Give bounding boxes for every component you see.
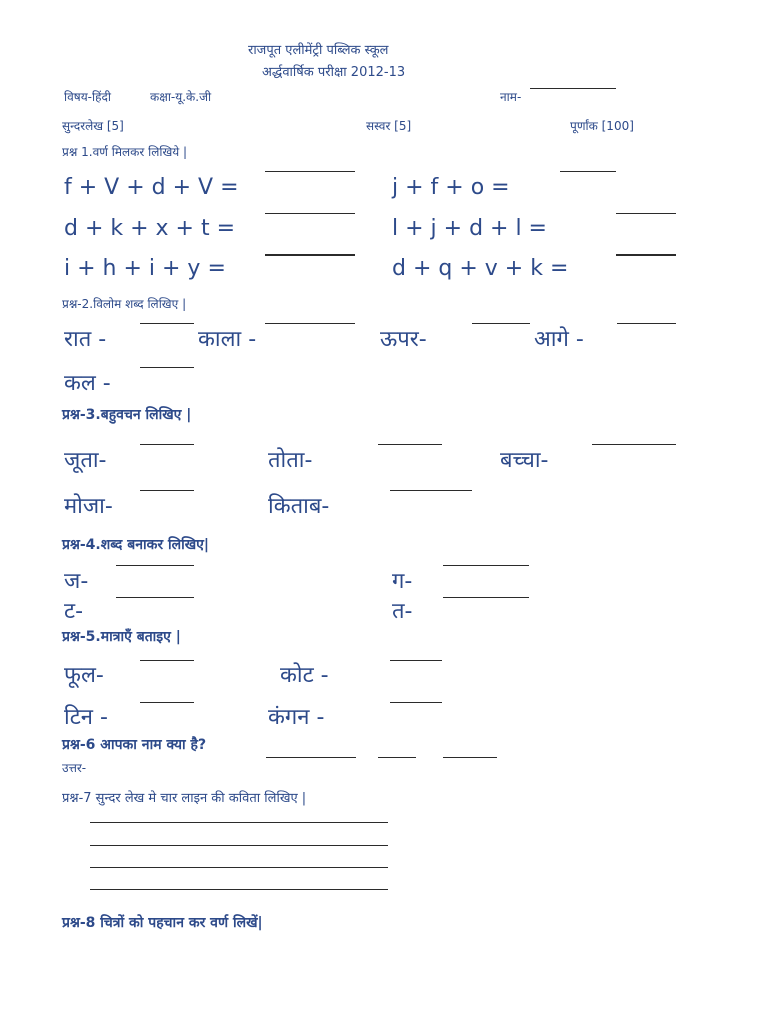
handwriting-marks: सुन्दरलेख [5] <box>62 119 124 133</box>
exam-title: अर्द्धवार्षिक परीक्षा 2012-13 <box>262 65 406 80</box>
answer-line[interactable] <box>265 213 355 214</box>
answer-line[interactable] <box>443 597 529 598</box>
answer-line[interactable] <box>617 323 676 324</box>
answer-line[interactable] <box>390 660 442 661</box>
answer-line[interactable] <box>140 444 194 445</box>
poem-line[interactable] <box>90 867 388 868</box>
answer-line[interactable] <box>140 367 194 368</box>
poem-line[interactable] <box>90 822 388 823</box>
opposite-word-kaala: काला - <box>198 327 257 352</box>
plural-word-tota: तोता- <box>268 448 313 473</box>
matra-word-tin: टिन - <box>64 705 108 730</box>
q8-title: प्रश्न-8 चित्रों को पहचान कर वर्ण लिखें| <box>62 915 263 931</box>
answer-line[interactable] <box>265 171 355 172</box>
letter-ja: ज- <box>64 569 89 594</box>
q4-title: प्रश्न-4.शब्द बनाकर लिखिए| <box>62 537 210 553</box>
answer-line[interactable] <box>140 702 194 703</box>
opposite-word-raat: रात - <box>64 327 107 352</box>
answer-line[interactable] <box>390 490 472 491</box>
letter-ga: ग- <box>392 569 413 594</box>
plural-word-moja: मोजा- <box>64 494 113 519</box>
opposite-word-upar: ऊपर- <box>380 327 427 352</box>
answer-line[interactable] <box>592 444 676 445</box>
name-label: नाम- <box>500 90 522 104</box>
letter-ta-soft: त- <box>392 599 413 624</box>
answer-line[interactable] <box>265 323 355 324</box>
name-line-top <box>530 88 616 89</box>
answer-line[interactable] <box>560 171 616 172</box>
q1-left-row-2: d + k + x + t = <box>64 216 236 241</box>
answer-line[interactable] <box>443 757 497 758</box>
answer-line[interactable] <box>616 213 676 214</box>
q2-title: प्रश्न-2.विलोम शब्द लिखिए | <box>62 297 187 311</box>
school-name: राजपूत एलीमेंट्री पब्लिक स्कूल <box>248 43 389 58</box>
q1-title: प्रश्न 1.वर्ण मिलकर लिखिये | <box>62 145 188 159</box>
q3-title: प्रश्न-3.बहुवचन लिखिए | <box>62 407 192 423</box>
q5-title: प्रश्न-5.मात्राएँ बताइए | <box>62 629 181 645</box>
answer-line[interactable] <box>472 323 530 324</box>
answer-line[interactable] <box>116 565 194 566</box>
plural-word-joota: जूता- <box>64 448 107 473</box>
answer-line[interactable] <box>140 323 194 324</box>
answer-line[interactable] <box>378 757 416 758</box>
total-marks: पूर्णांक [100] <box>570 119 634 133</box>
opposite-word-aage: आगे - <box>534 327 584 352</box>
q1-left-row-1: f + V + d + V = <box>64 175 239 200</box>
opposite-word-kal: कल - <box>64 371 111 396</box>
answer-line[interactable] <box>140 490 194 491</box>
plural-word-bachcha: बच्चा- <box>500 448 549 473</box>
subject-label: विषय-हिंदी <box>64 90 111 104</box>
class-label: कक्षा-यू.के.जी <box>150 90 212 104</box>
answer-label: उत्तर- <box>62 761 87 775</box>
letter-ta-hard: ट- <box>64 599 84 624</box>
q1-right-row-3: d + q + v + k = <box>392 256 569 281</box>
q7-title: प्रश्न-7 सुन्दर लेख मे चार लाइन की कविता लिखिए | <box>62 791 307 806</box>
answer-line[interactable] <box>443 565 529 566</box>
matra-word-kangan: कंगन - <box>268 705 325 730</box>
q1-right-row-1: j + f + o = <box>392 175 510 200</box>
q6-title: प्रश्न-6 आपका नाम क्या है? <box>62 737 207 753</box>
answer-line[interactable] <box>266 757 356 758</box>
q1-left-row-3: i + h + i + y = <box>64 256 226 281</box>
matra-word-phool: फूल- <box>64 663 104 688</box>
poem-line[interactable] <box>90 889 388 890</box>
plural-word-kitaab: किताब- <box>268 494 330 519</box>
answer-line[interactable] <box>265 254 355 256</box>
answer-line[interactable] <box>616 254 676 256</box>
answer-line[interactable] <box>140 660 194 661</box>
answer-line[interactable] <box>390 702 442 703</box>
dictation-marks: सस्वर [5] <box>366 119 412 133</box>
poem-line[interactable] <box>90 845 388 846</box>
answer-line[interactable] <box>378 444 442 445</box>
q1-right-row-2: l + j + d + l = <box>392 216 547 241</box>
matra-word-kot: कोट - <box>280 663 329 688</box>
answer-line[interactable] <box>116 597 194 598</box>
